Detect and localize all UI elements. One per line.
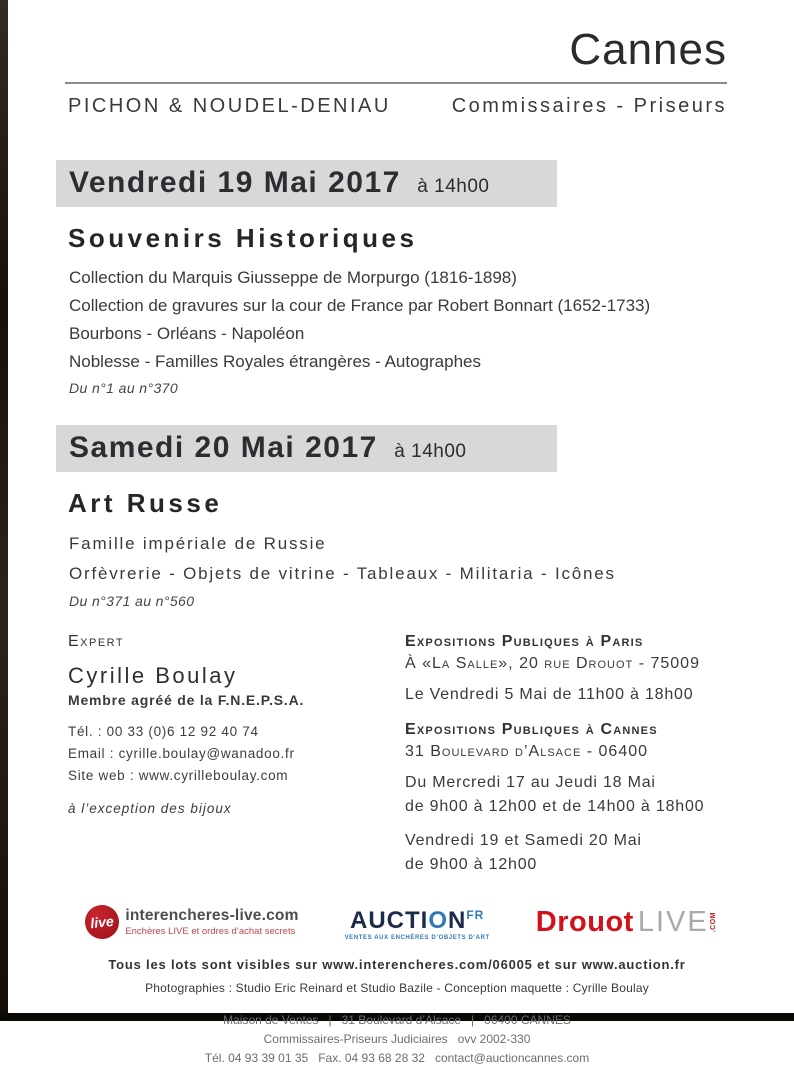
sale2-line: Famille impériale de Russie	[69, 534, 327, 553]
sale2-date: Samedi 20 Mai 2017	[69, 431, 378, 464]
sale-section-2	[0, 425, 794, 609]
firm-subtitle: Commissaires - Priseurs	[451, 95, 727, 117]
auction-word-part1: AUCTI	[350, 907, 429, 934]
lots-visibility-notice: Tous les lots sont visibles sur www.interencheres.com/06005 et sur www.auction.fr	[108, 957, 686, 972]
sale1-line: Collection du Marquis Giusseppe de Morpurgo (1816-1898)	[69, 268, 517, 287]
photo-credits: Photographies : Studio Eric Reinard et Studio Bazile - Conception maquette : Cyrille Boulay	[145, 981, 649, 995]
auction-fr-superscript: FR	[466, 908, 485, 922]
firm-row	[68, 95, 727, 118]
expert-name: Cyrille Boulay	[68, 663, 238, 688]
expert-website: Site web : www.cyrilleboulay.com	[68, 768, 289, 783]
auction-word-part2: N	[448, 907, 467, 934]
sale2-time: à 14h00	[394, 441, 467, 462]
schedule-line: de 9h00 à 12h00 et de 14h00 à 18h00	[405, 798, 705, 815]
expert-heading: Expert	[68, 633, 125, 650]
interencheres-text	[125, 907, 298, 937]
firm-name: PICHON & NOUDEL-DENIAU	[68, 95, 391, 117]
footer-address: Maison de Ventes | 31 Boulevard d’Alsace | 06400 CANNES	[223, 1013, 571, 1027]
expo-cannes-schedule-2	[405, 829, 754, 877]
sale1-line: Noblesse - Familles Royales étrangères - Autographes	[69, 352, 481, 371]
expo-paris-address: À «La Salle», 20 rue Drouot - 75009	[405, 655, 700, 672]
expert-phone: Tél. : 00 33 (0)6 12 92 40 74	[68, 724, 259, 739]
expo-paris-schedule: Le Vendredi 5 Mai de 11h00 à 18h00	[405, 686, 694, 703]
info-columns	[68, 633, 754, 877]
sale-section-1	[0, 160, 794, 396]
interencheres-title: interencheres-live.com	[125, 907, 299, 924]
live-badge-icon: live	[84, 903, 121, 940]
expert-note: à l’exception des bijoux	[68, 801, 232, 816]
partner-logos-row	[68, 903, 734, 941]
sale1-time: à 14h00	[417, 176, 490, 197]
sale2-title: Art Russe	[68, 488, 223, 518]
expo-cannes-heading: Expositions Publiques à Cannes	[405, 721, 658, 738]
expert-column	[68, 633, 405, 877]
expert-membership: Membre agréé de la F.N.E.P.S.A.	[68, 692, 305, 708]
sale1-line: Bourbons - Orléans - Napoléon	[69, 324, 305, 343]
sale1-date-banner	[56, 160, 557, 207]
drouot-wordmark: Drouot	[535, 905, 634, 938]
sale2-date-banner	[56, 425, 557, 472]
auction-o-icon: O	[428, 907, 448, 934]
expert-contact	[68, 721, 405, 787]
expo-cannes-address: 31 Boulevard d’Alsace - 06400	[405, 743, 649, 760]
footer-contacts: Tél. 04 93 39 01 35 Fax. 04 93 68 28 32 contact@auctioncannes.com	[204, 1051, 590, 1065]
header-divider	[65, 82, 727, 84]
schedule-line: de 9h00 à 12h00	[405, 856, 538, 873]
expo-paris-heading: Expositions Publiques à Paris	[405, 633, 644, 650]
city-title: Cannes	[569, 25, 727, 74]
interencheres-live-logo	[85, 905, 298, 939]
sale1-date: Vendredi 19 Mai 2017	[69, 166, 401, 199]
expo-cannes-schedule-1	[405, 771, 754, 819]
schedule-line: Du Mercredi 17 au Jeudi 18 Mai	[405, 774, 656, 791]
expo-cannes-group	[405, 721, 754, 877]
interencheres-subtitle: Enchères LIVE et ordres d’achat secrets	[125, 926, 296, 937]
auction-fr-logo	[345, 903, 490, 941]
drouot-com-suffix: .COM	[709, 911, 717, 933]
sale2-description	[69, 529, 794, 589]
auction-tagline: VENTES AUX ENCHÈRES D’OBJETS D’ART	[344, 935, 490, 941]
sale1-description	[69, 264, 794, 376]
sale1-lots-range: Du n°1 au n°370	[69, 380, 179, 396]
drouot-live-logo	[536, 906, 717, 939]
sale2-lots-range: Du n°371 au n°560	[69, 593, 195, 609]
footer-block	[0, 1011, 794, 1068]
sale2-line: Orfèvrerie - Objets de vitrine - Tableaux - Militaria - Icônes	[69, 564, 616, 583]
schedule-line: Vendredi 19 et Samedi 20 Mai	[405, 832, 642, 849]
footer-legal: Commissaires-Priseurs Judiciaires ovv 2002-330	[263, 1032, 531, 1046]
expositions-column	[405, 633, 754, 877]
sale1-title: Souvenirs Historiques	[68, 223, 418, 253]
sale1-line: Collection de gravures sur la cour de France par Robert Bonnart (1652-1733)	[69, 296, 651, 315]
auction-wordmark	[350, 903, 484, 933]
expert-email: Email : cyrille.boulay@wanadoo.fr	[68, 746, 295, 761]
drouot-live-wordmark: LIVE	[637, 905, 709, 938]
